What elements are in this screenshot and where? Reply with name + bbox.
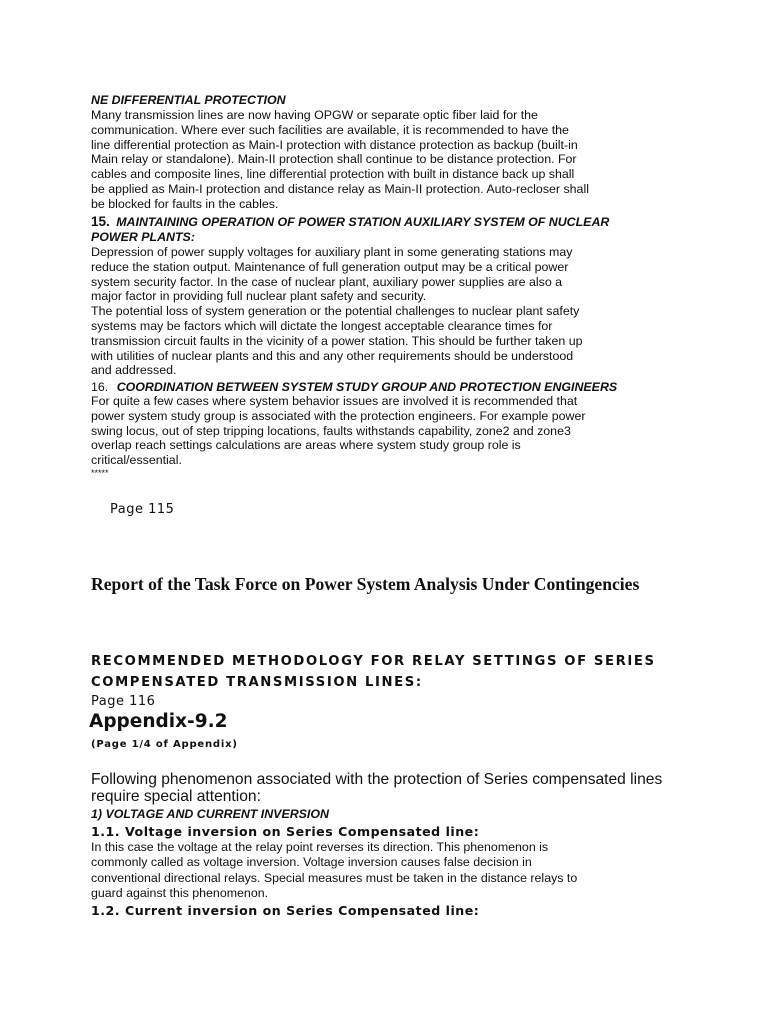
appendix-subtitle: (Page 1/4 of Appendix): [91, 739, 238, 750]
paragraph-line: For quite a few cases where system behavior issues are involved it is recommended that: [91, 394, 578, 408]
paragraph-line: swing locus, out of step tripping locations, faults withstands capability, zone2 and zone3: [91, 423, 571, 438]
page-number-115: Page 115: [110, 502, 175, 517]
inversion-heading: 1) VOLTAGE AND CURRENT INVERSION: [91, 807, 329, 821]
paragraph-line: line differential protection as Main-I protection with distance protection as backup (built-in: [91, 137, 578, 152]
paragraph-line: cables and composite lines, line differential protection with built in distance back up shall: [91, 167, 575, 182]
voltage-inversion-body: [91, 840, 577, 902]
paragraph-line: power system study group is associated with the protection engineers. For example power: [91, 408, 586, 423]
paragraph-line: transmission circuit faults in the vicinity of a power station. This should be further taken up: [91, 333, 583, 348]
paragraph-line: system security factor. In the case of nuclear plant, auxiliary power supplies are also a: [91, 274, 563, 289]
section-title: COORDINATION BETWEEN SYSTEM STUDY GROUP AND PROTECTION ENGINEERS: [116, 380, 618, 394]
paragraph-line: major factor in providing full nuclear plant safety and security.: [91, 289, 427, 304]
section-15-body: [91, 245, 583, 378]
section-heading-15: [91, 213, 609, 231]
section-number: 15.: [91, 214, 110, 229]
section-title: MAINTAINING OPERATION OF POWER STATION AUXILIARY SYSTEM OF NUCLEAR: [116, 215, 610, 229]
paragraph-line: with utilities of nuclear plants and this and any other requirements should be understood: [91, 348, 574, 363]
appendix-title: Appendix-9.2: [89, 711, 228, 732]
section-heading-15-cont: POWER PLANTS:: [91, 230, 195, 244]
paragraph-line: conventional directional relays. Special measures must be taken in the distance relays to: [91, 870, 578, 885]
paragraph-line: Depression of power supply voltages for auxiliary plant in some generating stations may: [91, 245, 573, 259]
paragraph-line: The potential loss of system generation or the potential challenges to nuclear plant safety: [91, 304, 580, 319]
paragraph-line: be blocked for faults in the cables.: [91, 196, 279, 211]
methodology-title-line: RECOMMENDED METHODOLOGY FOR RELAY SETTINGS OF SERIES: [91, 654, 656, 669]
paragraph-line: communication. Where ever such facilities are available, it is recommended to have the: [91, 122, 569, 137]
report-title: Report of the Task Force on Power System Analysis Under Contingencies: [91, 574, 640, 594]
paragraph-line: and addressed.: [91, 363, 177, 378]
page-number-116: Page 116: [91, 694, 156, 709]
section-16-body: [91, 394, 586, 479]
section-heading-ne-differential: NE DIFFERENTIAL PROTECTION: [91, 93, 286, 107]
voltage-inversion-title: 1.1. Voltage inversion on Series Compensated line:: [91, 824, 480, 839]
paragraph-line: guard against this phenomenon.: [91, 886, 269, 901]
paragraph-line: be applied as Main-I protection and distance relay as Main-II protection. Auto-recloser shall: [91, 181, 589, 196]
paragraph-line: Main relay or standalone). Main-II protection shall continue to be distance protection. For: [91, 152, 577, 167]
end-stars: *****: [91, 467, 109, 478]
paragraph-line: In this case the voltage at the relay point reverses its direction. This phenomenon is: [91, 840, 549, 854]
paragraph-line: require special attention:: [91, 788, 261, 805]
current-inversion-title: 1.2. Current inversion on Series Compensated line:: [91, 903, 480, 918]
methodology-title: [91, 651, 656, 693]
paragraph-line: reduce the station output. Maintenance of full generation output may be a critical power: [91, 259, 569, 274]
paragraph-line: commonly called as voltage inversion. Voltage inversion causes false decision in: [91, 855, 532, 870]
section-number: 16.: [91, 380, 109, 394]
intro-paragraph: [91, 771, 662, 805]
section-ne-body: [91, 108, 589, 212]
paragraph-line: Many transmission lines are now having OPGW or separate optic fiber laid for the: [91, 108, 538, 122]
paragraph-line: Following phenomenon associated with the protection of Series compensated lines: [91, 771, 663, 788]
methodology-title-line: COMPENSATED TRANSMISSION LINES:: [91, 675, 423, 690]
paragraph-line: overlap reach settings calculations are areas where system study group role is: [91, 438, 521, 453]
paragraph-line: critical/essential.: [91, 453, 182, 468]
paragraph-line: systems may be factors which will dictate the longest acceptable clearance times for: [91, 318, 553, 333]
